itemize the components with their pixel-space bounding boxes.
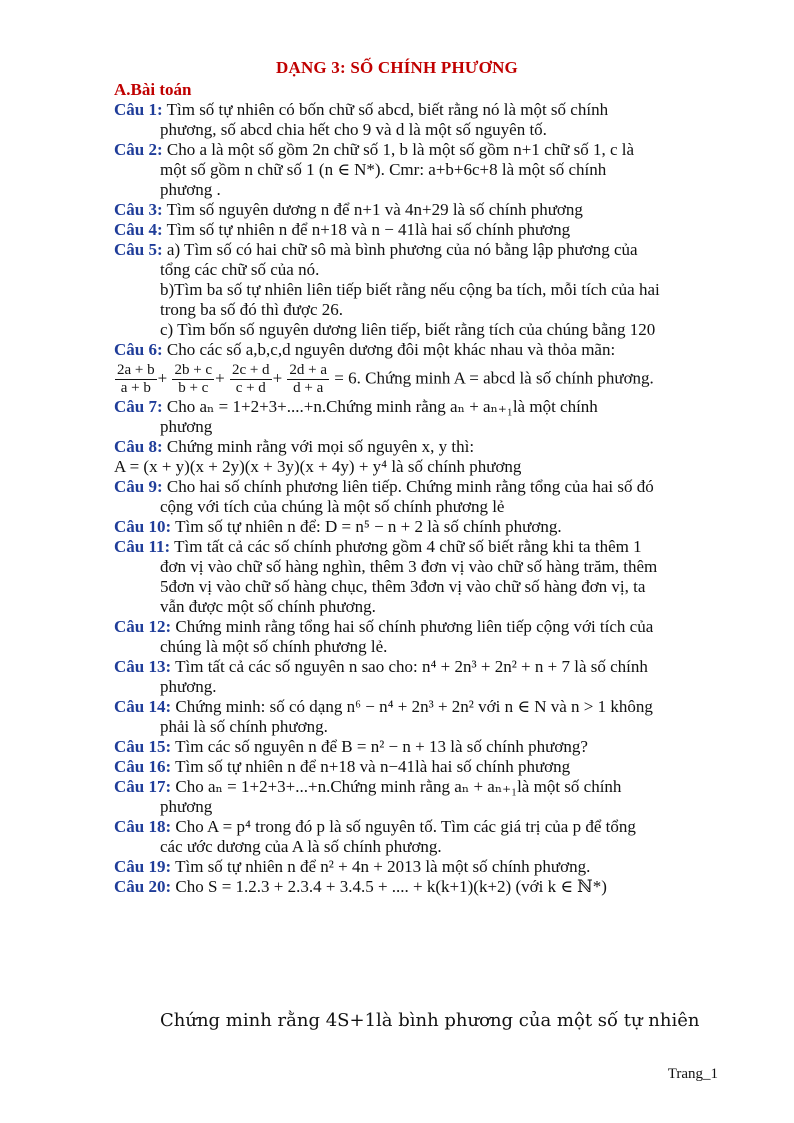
- question-text: Cho các số a,b,c,d nguyên dương đôi một khác nhau và thỏa mãn:: [166, 340, 616, 359]
- question-text: a) Tìm số có hai chữ sô mà bình phương của nó bằng lập phương của: [166, 240, 638, 259]
- question-text: đơn vị vào chữ số hàng nghìn, thêm 3 đơn vị vào chữ số hàng trăm, thêm: [160, 557, 658, 576]
- question-14: [114, 697, 719, 737]
- question-text: Tìm tất cả các số nguyên n sao cho: n⁴ + 2n³ + 2n² + n + 7 là số chính: [175, 657, 648, 676]
- question-text: trong ba số đó thì được 26.: [160, 300, 343, 319]
- question-6: [114, 340, 719, 360]
- question-text: Cho S = 1.2.3 + 2.3.4 + 3.4.5 + .... + k(k+1)(k+2) (với k ∈ ℕ*): [175, 877, 607, 896]
- question-list: [114, 100, 719, 897]
- question-text: Chứng minh rằng với mọi số nguyên x, y thì:: [166, 437, 475, 456]
- question-text: c) Tìm bốn số nguyên dương liên tiếp, biết rằng tích của chúng bằng 120: [160, 320, 656, 339]
- question-13: [114, 657, 719, 697]
- question-label: Câu 17:: [114, 777, 172, 796]
- question-label: Câu 3:: [114, 200, 163, 219]
- question-text: phương: [160, 797, 213, 816]
- question-text: Chứng minh: số có dạng n⁶ − n⁴ + 2n³ + 2n² với n ∈ N và n > 1 không: [175, 697, 653, 716]
- question-label: Câu 14:: [114, 697, 172, 716]
- page-title: DẠNG 3: SỐ CHÍNH PHƯƠNG: [276, 58, 518, 77]
- question-2: [114, 140, 719, 200]
- fraction: $\frac{2a + b}{a + b}$: [117, 362, 155, 396]
- question-text: b)Tìm ba số tự nhiên liên tiếp biết rằng nếu cộng ba tích, mỗi tích của hai: [160, 280, 660, 299]
- question-text: phương .: [160, 180, 221, 199]
- question-12: [114, 617, 719, 657]
- question-label: Câu 1:: [114, 100, 163, 119]
- fraction: $\frac{2d + a}{d + a}$: [289, 362, 328, 396]
- question-text: Tìm tất cả các số chính phương gồm 4 chữ số biết rằng khi ta thêm 1: [174, 537, 642, 556]
- question-label: Câu 10:: [114, 517, 172, 536]
- question-text: Cho hai số chính phương liên tiếp. Chứng minh rằng tổng của hai số đó: [166, 477, 654, 496]
- question-label: Câu 6:: [114, 340, 163, 359]
- question-text: Tìm số tự nhiên n để n+18 và n − 41là hai số chính phương: [166, 220, 571, 239]
- final-statement: Chứng minh rằng 4S+1là bình phương của một số tự nhiên: [160, 1010, 700, 1031]
- question-label: Câu 5:: [114, 240, 163, 259]
- question-text: Cho aₙ = 1+2+3+...+n.Chứng minh rằng aₙ + aₙ₊₁là một số chính: [175, 777, 622, 796]
- question-label: Câu 16:: [114, 757, 172, 776]
- question-text: phương, số abcd chia hết cho 9 và d là một số nguyên tố.: [160, 120, 547, 139]
- question-text: phương: [160, 417, 213, 436]
- page-number: Trang_1: [667, 1066, 718, 1082]
- question-label: Câu 7:: [114, 397, 163, 416]
- question-text: Tìm số tự nhiên n để n+18 và n−41là hai số chính phương: [175, 757, 571, 776]
- question-text: tổng các chữ số của nó.: [160, 260, 320, 279]
- question-text: vẫn được một số chính phương.: [160, 597, 376, 616]
- question-text: chúng là một số chính phương lẻ.: [160, 637, 388, 656]
- fraction: $\frac{2c + d}{c + d}$: [231, 362, 270, 396]
- question-15: [114, 737, 719, 757]
- question-19: [114, 857, 719, 877]
- question-10: [114, 517, 719, 537]
- question-text: Tìm số tự nhiên n để n² + 4n + 2013 là một số chính phương.: [175, 857, 591, 876]
- question-16: [114, 757, 719, 777]
- question-text: cộng với tích của chúng là một số chính phương lẻ: [160, 497, 505, 516]
- question-text: Cho a là một số gồm 2n chữ số 1, b là một số gồm n+1 chữ số 1, c là: [166, 140, 635, 159]
- question-text: Cho A = p⁴ trong đó p là số nguyên tố. Tìm các giá trị của p để tổng: [175, 817, 636, 836]
- question-label: Câu 12:: [114, 617, 172, 636]
- question-3: [114, 200, 719, 220]
- question-text: phương.: [160, 677, 217, 696]
- question-text: Tìm số nguyên dương n để n+1 và 4n+29 là số chính phương: [166, 200, 583, 219]
- question-label: Câu 20:: [114, 877, 172, 896]
- question-1: [114, 100, 719, 140]
- question-text: Tìm số tự nhiên có bốn chữ số abcd, biết rằng nó là một số chính: [166, 100, 609, 119]
- question-20: [114, 877, 719, 897]
- question-text: Tìm số tự nhiên n để: D = n⁵ − n + 2 là số chính phương.: [175, 517, 562, 536]
- question-label: Câu 13:: [114, 657, 172, 676]
- question-text: Tìm các số nguyên n để B = n² − n + 13 là số chính phương?: [175, 737, 588, 756]
- question-label: Câu 15:: [114, 737, 172, 756]
- section-heading: A.Bài toán: [114, 80, 192, 99]
- question-label: Câu 18:: [114, 817, 172, 836]
- question-label: Câu 19:: [114, 857, 172, 876]
- question-6-equation: $\frac{2a + b}{a + b}$ + $\frac{2b + c}{b + c}$ + $\frac{2c + d}{c + d}$ + $\frac{2d + a}{d + a}$ = 6. Chứng minh A = abcd là số chính phương.: [117, 362, 654, 396]
- question-text: phải là số chính phương.: [160, 717, 328, 736]
- question-4: [114, 220, 719, 240]
- question-label: Câu 8:: [114, 437, 163, 456]
- question-text: một số gồm n chữ số 1 (n ∈ N*). Cmr: a+b+6c+8 là một số chính: [160, 160, 607, 179]
- question-label: Câu 9:: [114, 477, 163, 496]
- question-11: [114, 537, 719, 617]
- question-text: các ước dương của A là số chính phương.: [160, 837, 442, 856]
- formula: A = (x + y)(x + 2y)(x + 3y)(x + 4y) + y⁴ là số chính phương: [114, 457, 522, 476]
- question-label: Câu 4:: [114, 220, 163, 239]
- fraction: $\frac{2b + c}{b + c}$: [174, 362, 213, 396]
- question-7: [114, 397, 719, 437]
- question-label: Câu 11:: [114, 537, 171, 556]
- question-8-formula: [114, 457, 719, 477]
- question-17: [114, 777, 719, 817]
- question-8: [114, 437, 719, 457]
- question-text: 5đơn vị vào chữ số hàng chục, thêm 3đơn vị vào chữ số hàng đơn vị, ta: [160, 577, 646, 596]
- question-9: [114, 477, 719, 517]
- question-5: [114, 240, 719, 340]
- question-18: [114, 817, 719, 857]
- question-text: Chứng minh rằng tổng hai số chính phương liên tiếp cộng với tích của: [175, 617, 654, 636]
- question-text: Cho aₙ = 1+2+3+....+n.Chứng minh rằng aₙ + aₙ₊₁là một chính: [166, 397, 598, 416]
- equation-tail: = 6. Chứng minh A = abcd là số chính phương.: [334, 368, 654, 388]
- question-label: Câu 2:: [114, 140, 163, 159]
